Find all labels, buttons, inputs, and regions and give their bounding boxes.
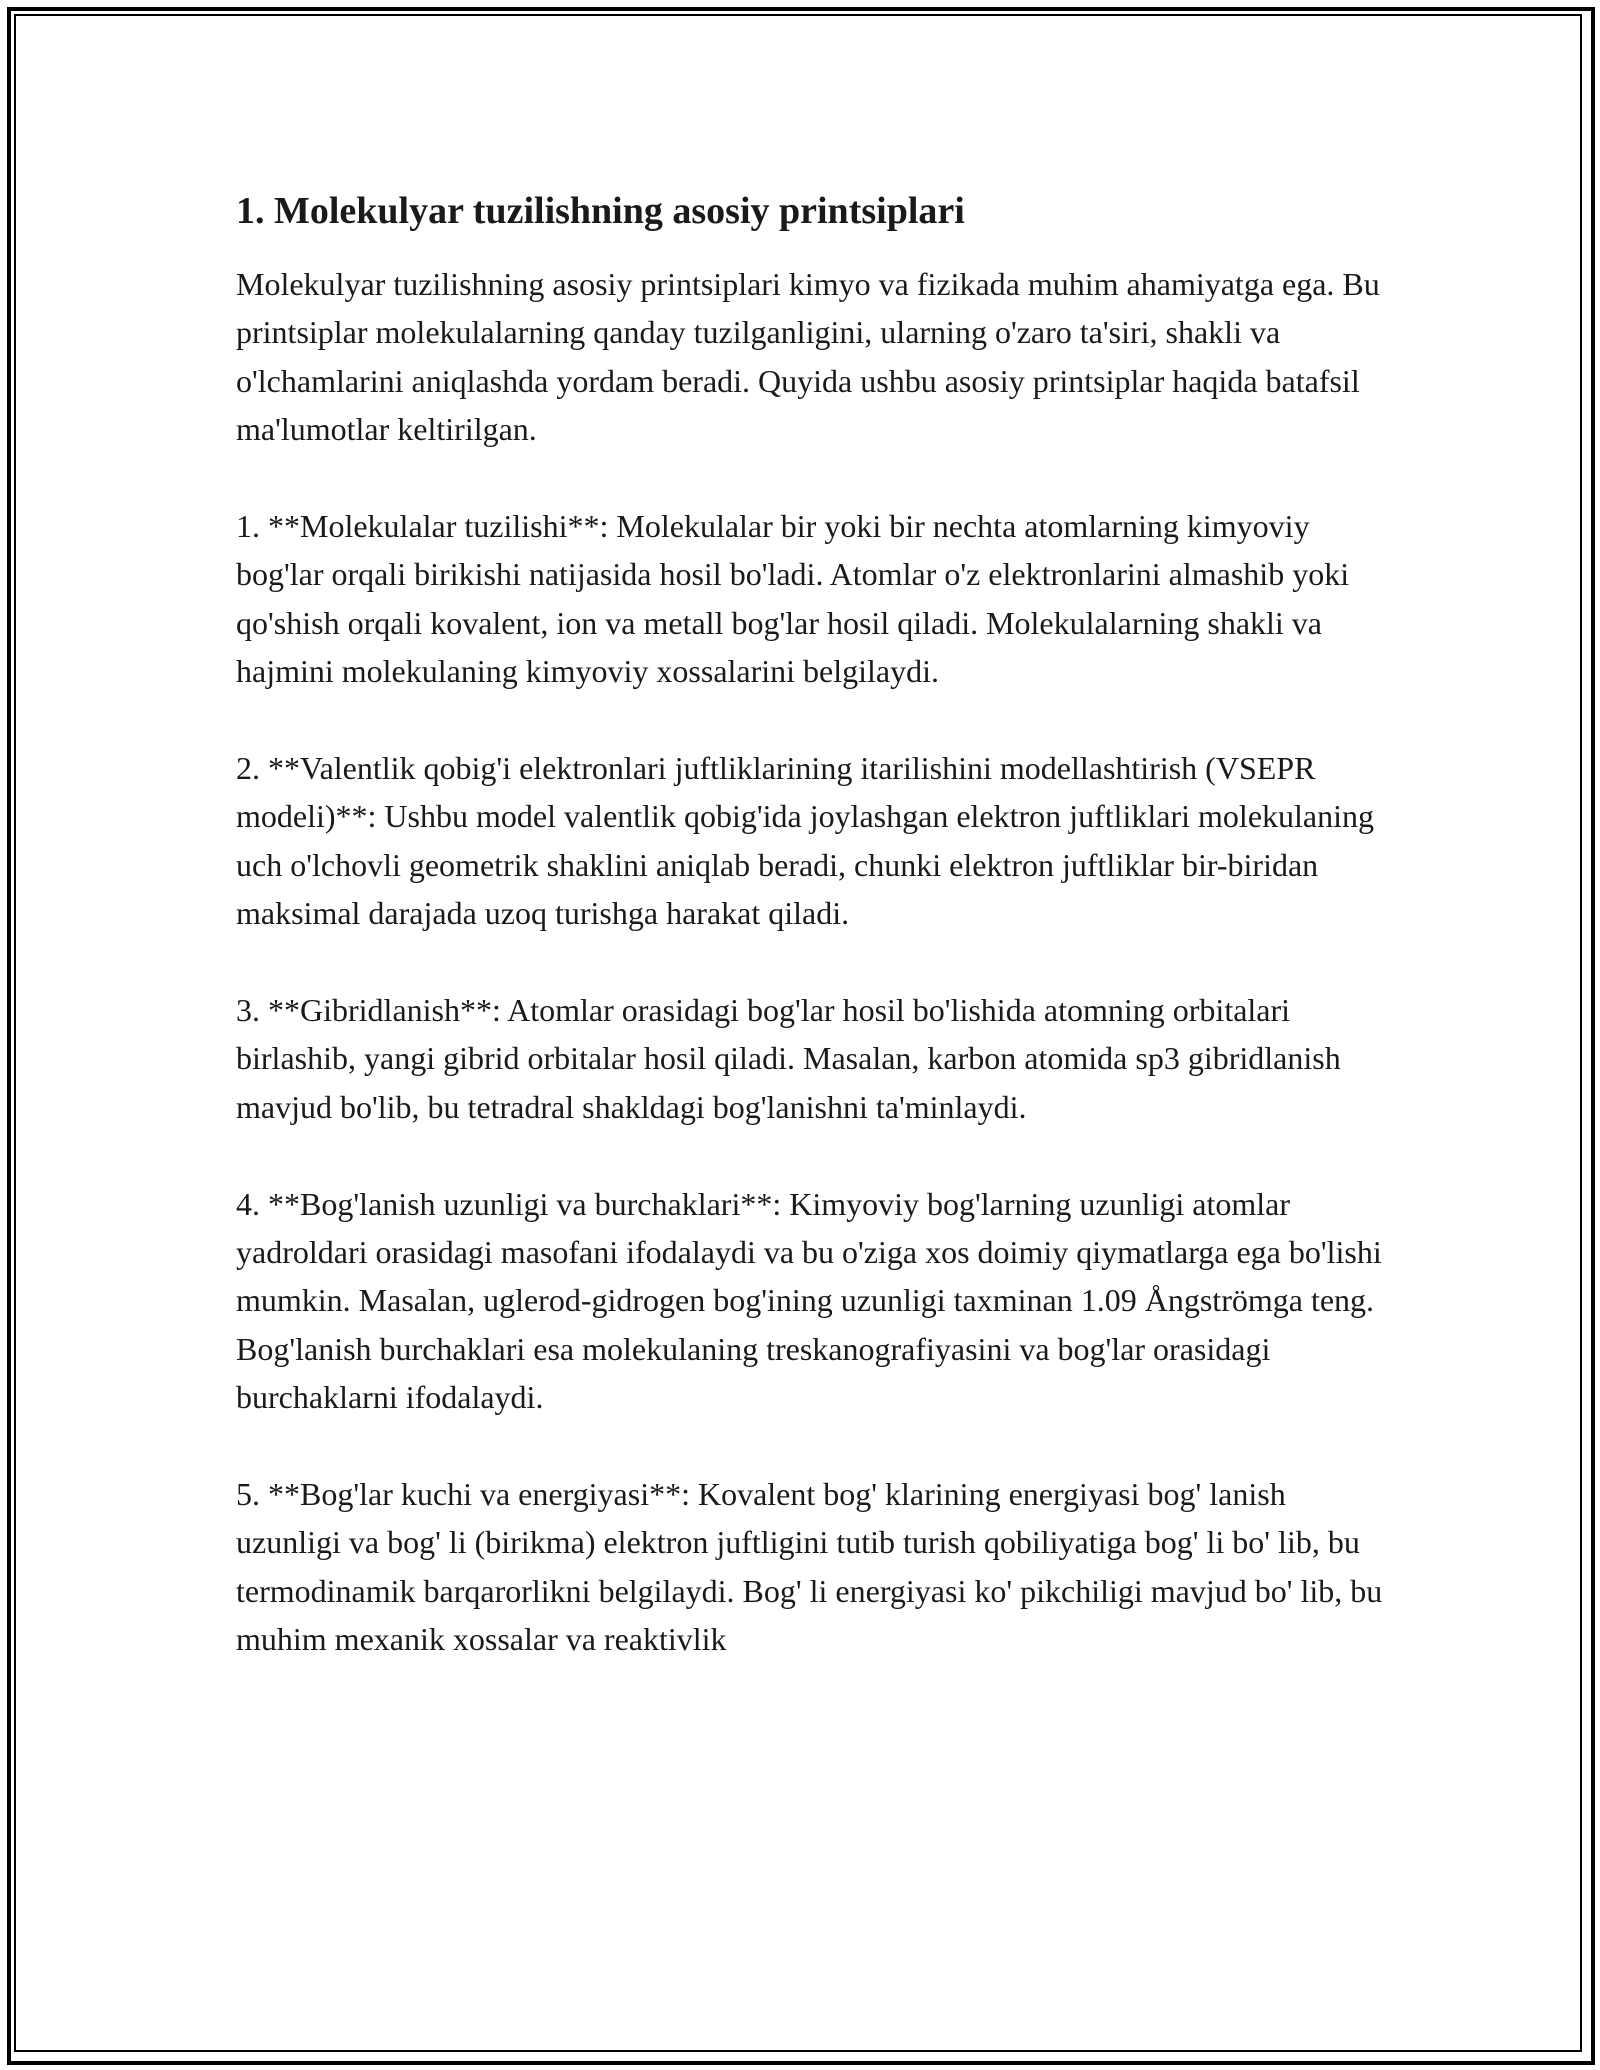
paragraph-bond-energy: 5. **Bog'lar kuchi va energiyasi**: Kovalent bog' klarining energiyasi bog' lanish uzunligi va bog' li (birikma) elektron juftligini tutib turish qobiliyatiga bog' li bo' lib, bu termodinamik barqarorlikni belgilaydi. Bog' li energiyasi ko' pikchiligi mavjud bo' lib, bu muhim mexanik xossalar va reaktivlik: [236, 1476, 1383, 1658]
document-body: [236, 188, 1386, 1712]
paragraph-vsepr-model: 2. **Valentlik qobig'i elektronlari juftliklarining itarilishini modellashtirish (VSEPR modeli)**: Ushbu model valentlik qobig'ida joylashgan elektron juftliklari molekulaning uch o'lchovli geometrik shaklini aniqlab beradi, chunki elektron juftliklar bir-biridan maksimal darajada uzoq turishga harakat qiladi.: [236, 750, 1374, 932]
paragraph-molecular-structure: 1. **Molekulalar tuzilishi**: Molekulalar bir yoki bir nechta atomlarning kimyoviy bog'lar orqali birikishi natijasida hosil bo'ladi. Atomlar o'z elektronlarini almashib yoki qo'shish orqali kovalent, ion va metall bog'lar hosil qiladi. Molekulalarning shakli va hajmini molekulaning kimyoviy xossalarini belgilaydi.: [236, 508, 1350, 690]
intro-paragraph: Molekulyar tuzilishning asosiy printsiplari kimyo va fizikada muhim ahamiyatga ega. Bu printsiplar molekulalarning qanday tuzilganligini, ularning o'zaro ta'siri, shakli va o'lchamlarini aniqlashda yordam beradi. Quyida ushbu asosiy printsiplar haqida batafsil ma'lumotlar keltirilgan.: [236, 266, 1380, 448]
paragraph-bond-length-angles: 4. **Bog'lanish uzunligi va burchaklari**: Kimyoviy bog'larning uzunligi atomlar yadroldari orasidagi masofani ifodalaydi va bu o'ziga xos doimiy qiymatlarga ega bo'lishi mumkin. Masalan, uglerod-gidrogen bog'ining uzunligi taxminan 1.09 Ångströmga teng. Bog'lanish burchaklari esa molekulaning treskanografiyasini va bog'lar orasidagi burchaklarni ifodalaydi.: [236, 1185, 1382, 1416]
paragraph-hybridization: 3. **Gibridlanish**: Atomlar orasidagi bog'lar hosil bo'lishida atomning orbitalari birlashib, yangi gibrid orbitalar hosil qiladi. Masalan, karbon atomida sp3 gibridlanish mavjud bo'lib, bu tetradral shakldagi bog'lanishni ta'minlaydi.: [236, 992, 1341, 1125]
section-heading: 1. Molekulyar tuzilishning asosiy printsiplari: [236, 190, 965, 232]
